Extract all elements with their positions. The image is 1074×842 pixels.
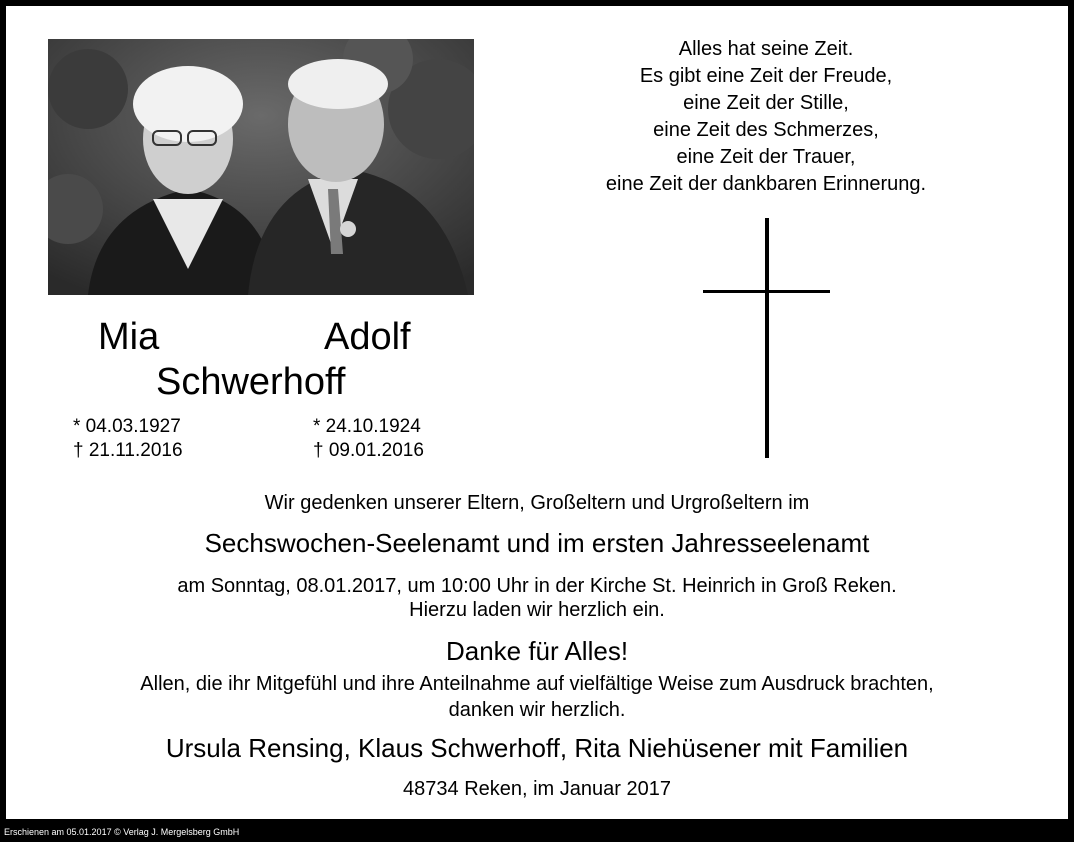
dates-adolf <box>313 415 424 463</box>
cross-horizontal-bar <box>703 290 830 293</box>
poem-line: eine Zeit des Schmerzes, <box>653 119 879 141</box>
cross-vertical-bar <box>765 218 769 458</box>
poem-line: eine Zeit der dankbaren Erinnerung. <box>605 173 927 195</box>
obituary-notice <box>6 6 1068 819</box>
thanks-line-1: Allen, die ihr Mitgefühl und ihre Anteilnahme auf vielfältige Weise zum Ausdruck brachten, <box>140 673 934 695</box>
intro-text: Wir gedenken unserer Eltern, Großeltern und Urgroßeltern im <box>264 492 810 514</box>
poem-line: eine Zeit der Trauer, <box>676 146 856 168</box>
mass-details: am Sonntag, 08.01.2017, um 10:00 Uhr in der Kirche St. Heinrich in Groß Reken. <box>177 575 897 597</box>
death-date-adolf: † 09.01.2016 <box>313 440 424 461</box>
thanks-title: Danke für Alles! <box>445 636 629 666</box>
thanks-line-2: danken wir herzlich. <box>448 699 626 721</box>
poem-line: Es gibt eine Zeit der Freude, <box>639 65 893 87</box>
publication-credit: Erschienen am 05.01.2017 © Verlag J. Mergelsberg GmbH <box>4 827 240 837</box>
poem <box>526 36 1006 198</box>
couple-photo-image <box>48 39 474 295</box>
mass-title: Sechswochen-Seelenamt und im ersten Jahresseelenamt <box>204 528 870 558</box>
first-name-mia: Mia <box>98 316 160 358</box>
birth-date-mia: * 04.03.1927 <box>73 416 181 437</box>
dates-mia <box>73 415 183 463</box>
first-name-adolf: Adolf <box>324 316 411 358</box>
place-date: 48734 Reken, im Januar 2017 <box>403 778 671 800</box>
poem-line: Alles hat seine Zeit. <box>678 38 854 60</box>
surname: Schwerhoff <box>156 361 346 403</box>
poem-line: eine Zeit der Stille, <box>683 92 849 114</box>
couple-photo <box>48 39 474 295</box>
death-date-mia: † 21.11.2016 <box>73 440 183 461</box>
signatories: Ursula Rensing, Klaus Schwerhoff, Rita Niehüsener mit Familien <box>165 733 909 763</box>
birth-date-adolf: * 24.10.1924 <box>313 416 421 437</box>
invitation-text: Hierzu laden wir herzlich ein. <box>409 599 665 621</box>
